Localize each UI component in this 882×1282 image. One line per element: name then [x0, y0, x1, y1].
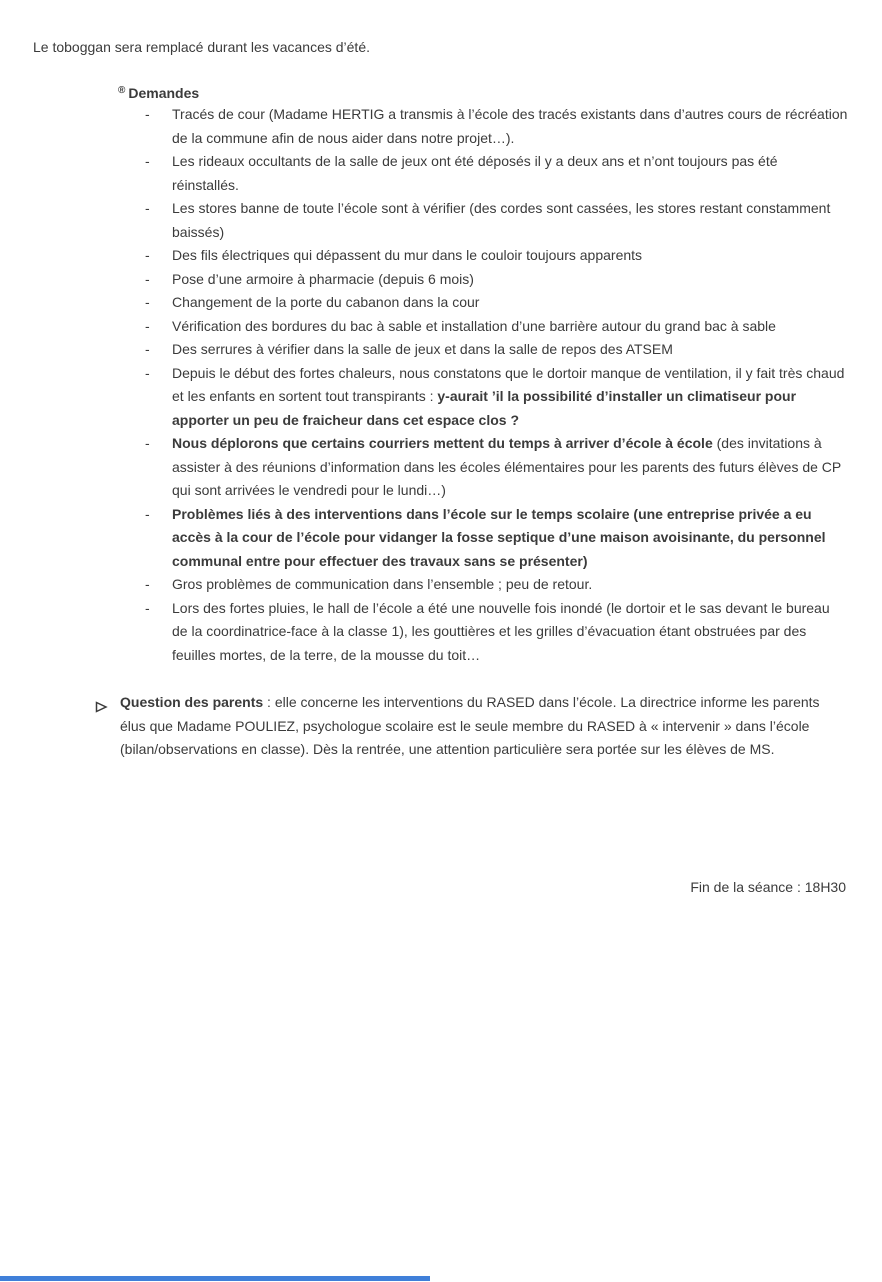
text-segment: Changement de la porte du cabanon dans la cour: [172, 294, 480, 310]
bottom-accent-bar: [0, 1276, 430, 1281]
demandes-title: Demandes: [128, 85, 200, 101]
parents-paragraph: [95, 691, 847, 762]
bold-text-segment: Problèmes liés à des interventions dans l’école sur le temps scolaire (une entreprise privée a eu accès à la cour de l’école pour vidanger la fosse septique d’une maison avoisinante, du personnel communal entre pour effectuer des travaux sans se présenter): [172, 505, 826, 569]
demandes-heading: [118, 79, 199, 106]
dash-bullet: -: [145, 435, 150, 451]
registered-bullet-icon: ®: [118, 85, 126, 96]
text-segment: : elle concerne les interventions du RASED dans l’école. La directrice informe les parents élus que Madame POULIEZ, psychologue scolaire est le seule membre du RASED à « intervenir » dans l’école (bilan/observations en classe). Dès la rentrée, une attention particulière sera portée sur les élèves de MS.: [120, 694, 820, 757]
text-segment: Des serrures à vérifier dans la salle de jeux et dans la salle de repos des ATSEM: [172, 341, 673, 357]
dash-bullet: -: [145, 153, 150, 169]
demande-item: [145, 268, 848, 292]
text-segment: Depuis le début des fortes chaleurs, nous constatons que le dortoir manque de ventilation, il y fait très chaud et les enfants en sortent tout transpirants :: [172, 364, 845, 404]
demande-item: [145, 432, 848, 503]
demande-item: [145, 597, 848, 668]
dash-bullet: -: [145, 317, 150, 334]
demande-item: [145, 362, 848, 433]
demande-item: [145, 197, 848, 244]
dash-bullet: -: [145, 505, 150, 522]
text-segment: Lors des fortes pluies, le hall de l’école a été une nouvelle fois inondé (le dortoir et le sas devant le bureau de la coordinatrice-face à la classe 1), les gouttières et les grilles d’évacuation étant obstruées par des feuilles mortes, de la terre, de la mousse du toit…: [172, 599, 830, 663]
arrow-bullet-icon: [95, 697, 108, 721]
text-segment: Vérification des bordures du bac à sable et installation d’une barrière autour du grand bac à sable: [172, 317, 776, 334]
dash-bullet: -: [145, 294, 150, 310]
intro-paragraph: Le toboggan sera remplacé durant les vacances d’été.: [33, 39, 370, 55]
demandes-list: [145, 103, 848, 667]
demande-item: [145, 315, 848, 339]
dash-bullet: -: [145, 270, 150, 287]
end-of-meeting-note: Fin de la séance : 18H30: [690, 879, 846, 895]
demande-item: [145, 291, 848, 315]
text-segment: Tracés de cour (Madame HERTIG a transmis à l’école des tracés existants dans d’autres cours de récréation de la commune afin de nous aider dans notre projet…).: [172, 106, 848, 146]
bold-text-segment: Question des parents: [120, 694, 264, 710]
text-segment: Des fils électriques qui dépassent du mur dans le couloir toujours apparents: [172, 247, 643, 263]
demande-item: [145, 150, 848, 197]
dash-bullet: -: [145, 200, 150, 216]
text-segment: Les stores banne de toute l’école sont à vérifier (des cordes sont cassées, les stores restant constamment baissés): [172, 200, 831, 240]
demande-item: [145, 244, 848, 268]
dash-bullet: -: [145, 341, 150, 357]
parents-section: [95, 691, 847, 762]
dash-bullet: -: [145, 576, 150, 592]
demande-item: [145, 503, 848, 574]
text-segment: Les rideaux occultants de la salle de jeux ont été déposés il y a deux ans et n’ont toujours pas été réinstallés.: [172, 153, 778, 193]
text-segment: (des invitations à assister à des réunions d’information dans les écoles élémentaires pour les parents des futurs élèves de CP qui sont arrivées le vendredi pour le lundi…): [172, 435, 841, 498]
demande-item: [145, 573, 848, 597]
dash-bullet: -: [145, 247, 150, 263]
text-segment: Gros problèmes de communication dans l’ensemble ; peu de retour.: [172, 576, 593, 592]
dash-bullet: -: [145, 364, 150, 381]
bold-text-segment: Nous déplorons que certains courriers mettent du temps à arriver d’école à école: [172, 435, 713, 451]
demande-item: [145, 103, 848, 150]
bold-text-segment: y-aurait ’il la possibilité d’installer un climatiseur pour apporter un peu de fraicheur dans cet espace clos ?: [172, 388, 797, 428]
text-segment: Pose d’une armoire à pharmacie (depuis 6 mois): [172, 270, 474, 287]
dash-bullet: -: [145, 106, 150, 122]
dash-bullet: -: [145, 599, 150, 616]
demande-item: [145, 338, 848, 362]
